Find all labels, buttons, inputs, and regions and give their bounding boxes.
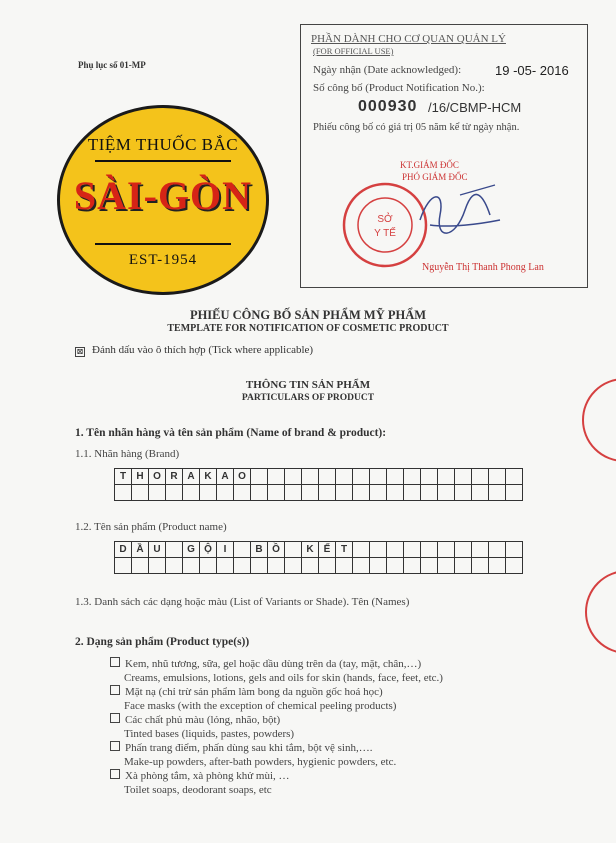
grid-cell[interactable]: D xyxy=(115,542,132,558)
grid-cell[interactable] xyxy=(506,558,523,574)
grid-cell[interactable]: Ồ xyxy=(268,542,285,558)
grid-cell[interactable] xyxy=(285,558,302,574)
grid-cell[interactable] xyxy=(132,558,149,574)
grid-cell[interactable] xyxy=(251,558,268,574)
grid-cell[interactable]: R xyxy=(166,469,183,485)
tick-instruction: Đánh dấu vào ô thích hợp (Tick where applicable) xyxy=(92,344,314,356)
grid-cell[interactable] xyxy=(234,485,251,501)
product-type-en: Face masks (with the exception of chemical peeling products) xyxy=(124,700,397,712)
grid-cell[interactable] xyxy=(438,542,455,558)
grid-cell[interactable] xyxy=(404,542,421,558)
product-type-item[interactable] xyxy=(110,741,443,769)
grid-cell[interactable] xyxy=(319,469,336,485)
product-type-en: Tinted bases (liquids, pastes, powders) xyxy=(124,728,295,740)
grid-cell[interactable] xyxy=(268,558,285,574)
date-acknowledged-value: 19 -05- 2016 xyxy=(495,63,569,78)
section1-title: 1. Tên nhãn hàng và tên sản phẩm (Name of brand & product): xyxy=(75,427,387,439)
product-grid-row xyxy=(115,542,523,558)
appendix-label: Phụ lục số 01-MP xyxy=(78,60,146,70)
grid-cell[interactable] xyxy=(387,558,404,574)
brand-grid[interactable] xyxy=(114,468,523,501)
checkbox-icon[interactable] xyxy=(110,657,120,667)
grid-cell[interactable]: Ế xyxy=(319,542,336,558)
grid-cell[interactable] xyxy=(166,542,183,558)
notification-number-label: Số công bố (Product Notification No.): xyxy=(313,82,485,94)
grid-cell[interactable] xyxy=(353,542,370,558)
product-type-vn: Xà phòng tắm, xà phòng khử mùi, … xyxy=(125,770,290,782)
grid-cell[interactable] xyxy=(489,469,506,485)
logo-top-text: TIỆM THUỐC BẮC xyxy=(87,135,239,154)
grid-cell[interactable] xyxy=(251,485,268,501)
grid-cell[interactable] xyxy=(404,469,421,485)
logo-est-text: EST-1954 xyxy=(128,252,198,268)
grid-cell[interactable] xyxy=(149,558,166,574)
product-name-label: 1.2. Tên sản phẩm (Product name) xyxy=(75,521,227,533)
grid-cell[interactable] xyxy=(387,542,404,558)
product-type-vn: Kem, nhũ tương, sữa, gel hoặc dầu dùng trên da (tay, mặt, chân,…) xyxy=(125,658,422,670)
grid-cell[interactable] xyxy=(200,485,217,501)
grid-cell[interactable] xyxy=(370,485,387,501)
section-heading-en: PARTICULARS OF PRODUCT xyxy=(241,393,375,403)
grid-cell[interactable] xyxy=(455,542,472,558)
grid-cell[interactable] xyxy=(455,558,472,574)
grid-cell[interactable] xyxy=(268,469,285,485)
product-type-en: Creams, emulsions, lotions, gels and oils for skin (hands, face, feet, etc.) xyxy=(124,672,443,684)
grid-cell[interactable] xyxy=(166,485,183,501)
grid-cell[interactable] xyxy=(115,558,132,574)
grid-cell[interactable]: O xyxy=(149,469,166,485)
grid-cell[interactable] xyxy=(421,485,438,501)
signature-icon xyxy=(400,180,510,250)
grid-cell[interactable] xyxy=(421,558,438,574)
grid-cell[interactable] xyxy=(370,558,387,574)
grid-cell[interactable] xyxy=(506,469,523,485)
grid-cell[interactable] xyxy=(336,485,353,501)
product-grid-row xyxy=(115,558,523,574)
checkbox-icon[interactable] xyxy=(110,769,120,779)
variants-label: 1.3. Danh sách các dạng hoặc màu (List of Variants or Shade). Tên (Names) xyxy=(75,596,410,608)
grid-cell[interactable] xyxy=(353,558,370,574)
grid-cell[interactable]: B xyxy=(251,542,268,558)
brand-grid-row xyxy=(115,469,523,485)
checkbox-icon[interactable] xyxy=(110,741,120,751)
validity-note: Phiếu công bố có giá trị 05 năm kể từ ngày nhận. xyxy=(313,122,520,133)
grid-cell[interactable] xyxy=(302,469,319,485)
grid-cell[interactable] xyxy=(217,558,234,574)
grid-cell[interactable] xyxy=(336,558,353,574)
grid-cell[interactable] xyxy=(234,558,251,574)
official-header-vn: PHẦN DÀNH CHO CƠ QUAN QUẢN LÝ xyxy=(311,33,506,45)
grid-cell[interactable] xyxy=(285,542,302,558)
product-type-list xyxy=(110,657,443,797)
grid-cell[interactable] xyxy=(268,485,285,501)
grid-cell[interactable]: U xyxy=(149,542,166,558)
grid-cell[interactable] xyxy=(472,469,489,485)
svg-text:Y TẾ: Y TẾ xyxy=(374,228,396,239)
grid-cell[interactable] xyxy=(234,542,251,558)
grid-cell[interactable] xyxy=(217,485,234,501)
grid-cell[interactable]: G xyxy=(183,542,200,558)
grid-cell[interactable] xyxy=(302,485,319,501)
product-name-grid[interactable] xyxy=(114,541,523,574)
grid-cell[interactable] xyxy=(506,542,523,558)
grid-cell[interactable] xyxy=(183,558,200,574)
grid-cell[interactable] xyxy=(387,469,404,485)
grid-cell[interactable] xyxy=(149,485,166,501)
grid-cell[interactable] xyxy=(506,485,523,501)
grid-cell[interactable]: Ầ xyxy=(132,542,149,558)
grid-cell[interactable] xyxy=(438,558,455,574)
grid-cell[interactable] xyxy=(404,558,421,574)
grid-cell[interactable]: I xyxy=(217,542,234,558)
brand-grid-row xyxy=(115,485,523,501)
grid-cell[interactable] xyxy=(370,542,387,558)
grid-cell[interactable] xyxy=(404,485,421,501)
grid-cell[interactable]: A xyxy=(183,469,200,485)
grid-cell[interactable] xyxy=(438,469,455,485)
grid-cell[interactable] xyxy=(472,558,489,574)
product-type-item[interactable] xyxy=(110,657,443,685)
grid-cell[interactable] xyxy=(353,485,370,501)
grid-cell[interactable] xyxy=(455,485,472,501)
checkbox-icon[interactable] xyxy=(110,713,120,723)
signer-title-1: KT.GIÁM ĐỐC xyxy=(400,160,459,170)
logo-main-text: SÀI-GÒN xyxy=(73,173,253,218)
grid-cell[interactable] xyxy=(353,469,370,485)
grid-cell[interactable] xyxy=(251,469,268,485)
grid-cell[interactable] xyxy=(183,485,200,501)
section-heading-vn: THÔNG TIN SẢN PHẨM xyxy=(245,379,371,391)
brand-label: 1.1. Nhãn hàng (Brand) xyxy=(75,448,180,460)
grid-cell[interactable] xyxy=(421,542,438,558)
grid-cell[interactable]: K xyxy=(302,542,319,558)
grid-cell[interactable] xyxy=(387,485,404,501)
grid-cell[interactable]: Ộ xyxy=(200,542,217,558)
grid-cell[interactable] xyxy=(472,542,489,558)
product-type-vn: Các chất phủ màu (lỏng, nhão, bột) xyxy=(125,714,281,726)
grid-cell[interactable] xyxy=(132,485,149,501)
logo-rule-top xyxy=(95,160,231,162)
grid-cell[interactable] xyxy=(285,485,302,501)
grid-cell[interactable] xyxy=(319,485,336,501)
grid-cell[interactable] xyxy=(421,469,438,485)
grid-cell[interactable] xyxy=(336,469,353,485)
grid-cell[interactable]: T xyxy=(336,542,353,558)
grid-cell[interactable]: T xyxy=(115,469,132,485)
grid-cell[interactable] xyxy=(489,542,506,558)
grid-cell[interactable] xyxy=(370,469,387,485)
grid-cell[interactable]: H xyxy=(132,469,149,485)
product-type-item[interactable] xyxy=(110,769,443,797)
grid-cell[interactable]: O xyxy=(234,469,251,485)
form-title-en: TEMPLATE FOR NOTIFICATION OF COSMETIC PRODUCT xyxy=(167,323,449,334)
edge-stamp-lower xyxy=(585,570,616,654)
grid-cell[interactable] xyxy=(285,469,302,485)
grid-cell[interactable] xyxy=(472,485,489,501)
section2-title: 2. Dạng sản phẩm (Product type(s)) xyxy=(75,636,250,648)
grid-cell[interactable] xyxy=(438,485,455,501)
grid-cell[interactable] xyxy=(455,469,472,485)
form-title-vn: PHIẾU CÔNG BỐ SẢN PHẨM MỸ PHẨM xyxy=(189,308,427,322)
product-type-item[interactable] xyxy=(110,713,443,741)
product-type-vn: Phấn trang điểm, phấn dùng sau khi tắm, bột vệ sinh,…. xyxy=(125,742,373,754)
svg-text:SỞ: SỞ xyxy=(377,214,393,225)
date-acknowledged-label: Ngày nhận (Date acknowledged): xyxy=(313,64,462,76)
signer-name: Nguyễn Thị Thanh Phong Lan xyxy=(422,262,544,273)
grid-cell[interactable] xyxy=(302,558,319,574)
grid-cell[interactable] xyxy=(166,558,183,574)
product-type-en: Make-up powders, after-bath powders, hygienic powders, etc. xyxy=(124,756,397,768)
logo-rule-bottom xyxy=(95,243,231,245)
grid-cell[interactable] xyxy=(200,558,217,574)
grid-cell[interactable] xyxy=(115,485,132,501)
grid-cell[interactable] xyxy=(489,485,506,501)
grid-cell[interactable]: K xyxy=(200,469,217,485)
official-header-en: (FOR OFFICIAL USE) xyxy=(313,46,394,56)
grid-cell[interactable]: A xyxy=(217,469,234,485)
product-type-vn: Mặt nạ (chỉ trừ sản phẩm làm bong da nguồn gốc hoá học) xyxy=(125,686,383,698)
notification-number-value: 000930 xyxy=(358,98,418,115)
notification-number-suffix: /16/CBMP-HCM xyxy=(428,100,522,115)
product-type-en: Toilet soaps, deodorant soaps, etc xyxy=(124,784,272,796)
tick-legend-box: ⊠ xyxy=(76,347,84,356)
checkbox-icon[interactable] xyxy=(110,685,120,695)
product-type-item[interactable] xyxy=(110,685,443,713)
grid-cell[interactable] xyxy=(489,558,506,574)
signer-title-2: PHÓ GIÁM ĐỐC xyxy=(402,172,468,182)
grid-cell[interactable] xyxy=(319,558,336,574)
